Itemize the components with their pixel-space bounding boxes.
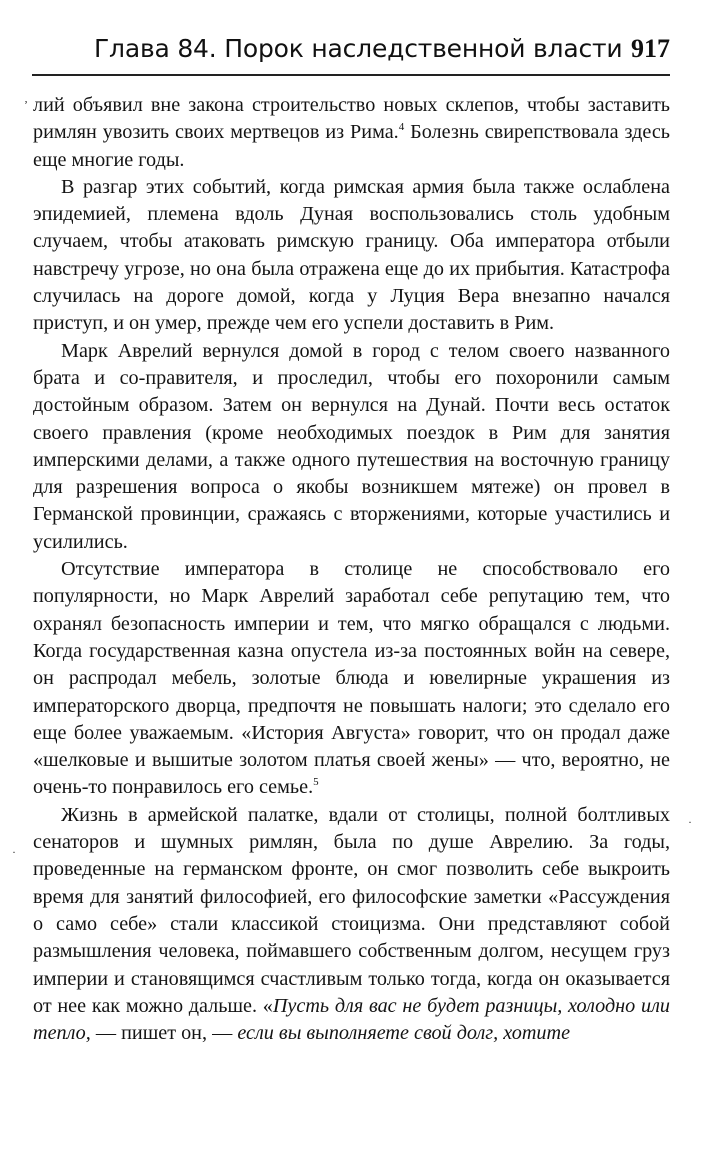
header-rule xyxy=(32,74,670,76)
paragraph-3: Марк Аврелий вернулся домой в город с телом своего названного брата и со-правителя, и проследил, чтобы его похоронили самым достойным образом. Затем он вернулся на Дунай. Почти весь остаток своего правления (кроме необходимых поездок в Рим для занятия имперскими делами, а также одного путешествия на восточную границу для разрешения вопроса о якобы возникшем мятеже) он провел в Германской провинции, сражаясь с вторжениями, которые участились и усилились. xyxy=(33,339,670,553)
scan-speck: · xyxy=(688,815,692,829)
chapter-title: Глава 84. Порок наследственной власти xyxy=(94,34,623,63)
paragraph-4: Отсутствие императора в столице не способствовало его популярности, но Марк Аврелий заработал себе репутацию тем, что охранял безопасность империи и тем, что мягко обращался с людьми. Когда государственная казна опустела из-за постоянных войн на севере, он распродал мебель, золотые блюда и ювелирные украшения из императорского дворца, предпочтя не повышать налоги; это сделало его еще более уважаемым. «История Августа» говорит, что он продал даже «шелковые и вышитые золотом платья своей жены» — что, вероятно, не очень-то понравилось его семье.$^5$ xyxy=(33,558,670,799)
paragraph-5: Жизнь в армейской палатке, вдали от столицы, полной болтливых сенаторов и шумных римлян, была по душе Аврелию. За годы, проведенные на германском фронте, он смог позволить себе выкроить время для занятий философией, его философские заметки «Рассуждения о само себе» стали классикой стоицизма. Они представляют собой размышления человека, поймавшего собственным долгом, несущем груз империи и становящимся счастливым только тогда, когда он оказывается от нее как можно дальше. «Пусть для вас не будет разницы, холодно или тепло, — пишет он, — если вы выполняете свой долг, хотите xyxy=(33,803,670,1045)
scan-speck: · xyxy=(12,845,16,859)
footnote-marker: 5 xyxy=(313,776,319,789)
italic-quote: если вы выполняете свой долг, хотите xyxy=(237,1022,571,1045)
body-text xyxy=(33,92,670,1047)
paragraph-2: В разгар этих событий, когда римская армия была также ослаблена эпидемией, племена вдоль Дуная воспользовались столь удобным случаем, чтобы атаковать римскую границу. Оба императора отбыли навстречу угрозе, но она была отражена еще до их прибытия. Катастрофа случилась на дороге домой, когда у Луция Вера внезапно начался приступ, и он умер, прежде чем его успели доставить в Рим. xyxy=(33,175,670,335)
scan-speck: ʼ xyxy=(24,98,28,112)
italic-quote: Пусть для вас не будет разницы, холодно или тепло, xyxy=(33,994,670,1045)
running-header xyxy=(32,28,670,72)
page-number: 917 xyxy=(631,34,670,63)
paragraph-1: лий объявил вне закона строительство новых склепов, чтобы заставить римлян увозить своих мертвецов из Рима.$^4$ Болезнь свирепствовала здесь еще многие годы. xyxy=(33,94,670,171)
footnote-marker: 4 xyxy=(398,121,405,134)
